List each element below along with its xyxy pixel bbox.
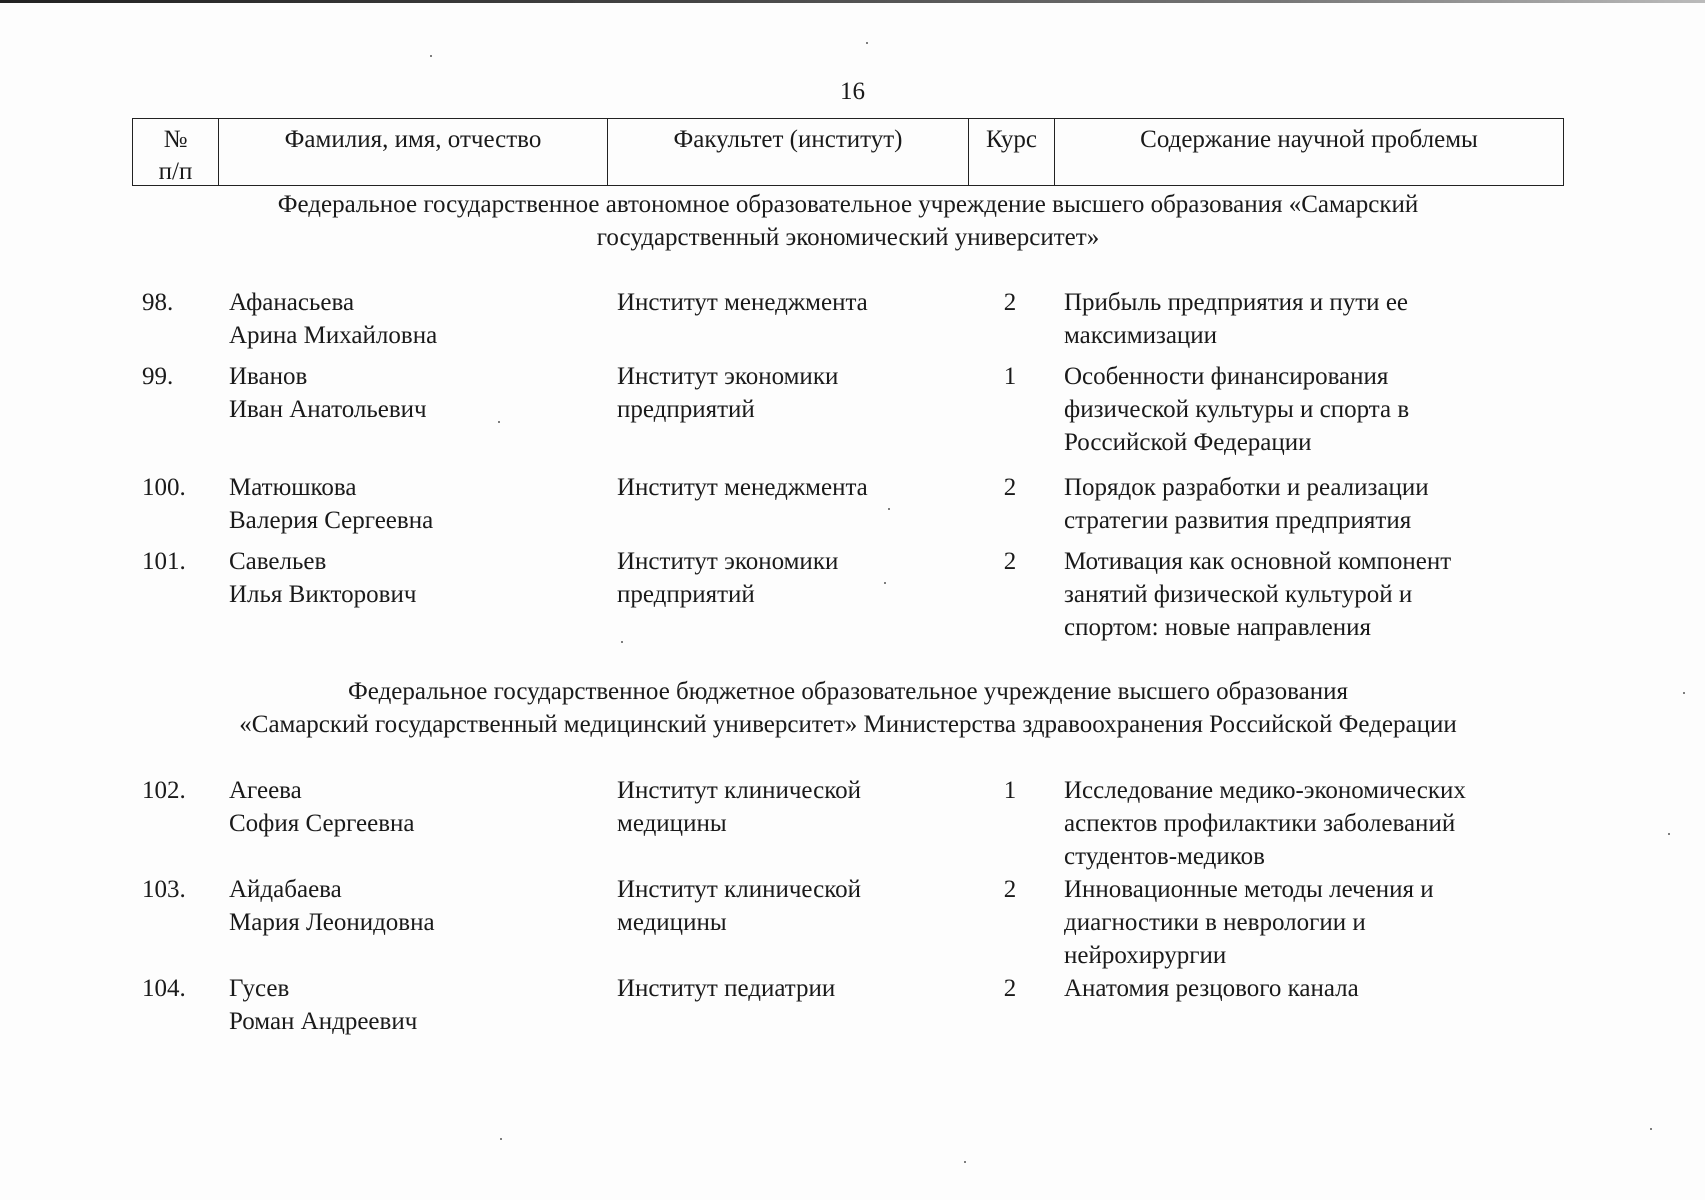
- course: 1: [1003, 777, 1017, 804]
- research-topic-line: Анатомия резцового канала: [1064, 975, 1359, 1002]
- course: 2: [1003, 975, 1017, 1002]
- scan-speck: [1668, 833, 1670, 835]
- research-topic-line: Инновационные методы лечения и: [1064, 876, 1434, 903]
- scan-top-edge: [0, 0, 1705, 3]
- header-num-line: №: [163, 126, 188, 153]
- research-topic-line: Мотивация как основной компонент: [1064, 548, 1452, 575]
- course: 2: [1003, 474, 1017, 501]
- header-topic: Содержание научной проблемы: [1140, 126, 1478, 153]
- research-topic-line: Прибыль предприятия и пути ее: [1064, 289, 1409, 316]
- faculty-line: предприятий: [617, 581, 755, 608]
- row-number: 102.: [142, 777, 186, 804]
- scan-speck: [621, 641, 623, 643]
- student-name-line: Агеева: [229, 777, 302, 804]
- row-number: 99.: [142, 363, 174, 390]
- scan-speck: [964, 1161, 966, 1163]
- course: 2: [1003, 548, 1017, 575]
- research-topic-line: максимизации: [1064, 322, 1218, 349]
- page-number: 16: [840, 78, 865, 105]
- scan-speck: [866, 42, 868, 44]
- course: 2: [1003, 876, 1017, 903]
- header-num: [133, 119, 219, 185]
- student-name-line: Айдабаева: [229, 876, 342, 903]
- row-number: 103.: [142, 876, 186, 903]
- scan-speck: [500, 1138, 502, 1140]
- section-title: [132, 675, 1564, 741]
- header-course: Курс: [969, 119, 1055, 185]
- row-number: 101.: [142, 548, 186, 575]
- student-name-line: Афанасьева: [229, 289, 355, 316]
- row-number: 104.: [142, 975, 186, 1002]
- header-num-line: п/п: [158, 158, 193, 185]
- student-name-line: Валерия Сергеевна: [229, 507, 434, 534]
- research-topic: [1064, 471, 1564, 537]
- research-topic: [1064, 774, 1564, 873]
- research-topic-line: аспектов профилактики заболеваний: [1064, 810, 1456, 837]
- faculty-line: Институт экономики: [617, 548, 839, 575]
- scan-speck: [884, 582, 886, 584]
- student-name-line: Иван Анатольевич: [229, 396, 427, 423]
- research-topic: [1064, 972, 1564, 1005]
- research-topic-line: занятий физической культурой и: [1064, 581, 1413, 608]
- student-name-line: Матюшкова: [229, 474, 357, 501]
- scan-speck: [1650, 1128, 1652, 1130]
- faculty-line: Институт клинической: [617, 777, 862, 804]
- section-title: [132, 188, 1564, 254]
- faculty: [617, 873, 977, 939]
- research-topic-line: Особенности финансирования: [1064, 363, 1389, 390]
- header-name: Фамилия, имя, отчество: [219, 119, 608, 185]
- faculty: [617, 545, 977, 611]
- research-topic-line: спортом: новые направления: [1064, 614, 1372, 641]
- row-number: 100.: [142, 474, 186, 501]
- student-name-line: Арина Михайловна: [229, 322, 438, 349]
- student-name: [229, 360, 609, 426]
- student-name: [229, 774, 609, 840]
- section-title-line: государственный экономический университет»: [596, 224, 1100, 251]
- row-number: 98.: [142, 289, 174, 316]
- research-topic: [1064, 873, 1564, 972]
- research-topic-line: Порядок разработки и реализации: [1064, 474, 1429, 501]
- faculty-line: медицины: [617, 909, 727, 936]
- table-header: [132, 118, 1564, 186]
- student-name: [229, 873, 609, 939]
- research-topic-line: студентов-медиков: [1064, 843, 1265, 870]
- student-name-line: София Сергеевна: [229, 810, 415, 837]
- faculty-line: Институт клинической: [617, 876, 862, 903]
- faculty-line: Институт педиатрии: [617, 975, 836, 1002]
- faculty: [617, 774, 977, 840]
- scan-speck: [430, 55, 432, 57]
- research-topic-line: диагностики в неврологии и: [1064, 909, 1366, 936]
- student-name: [229, 286, 609, 352]
- research-topic-line: Российской Федерации: [1064, 429, 1312, 456]
- faculty-line: медицины: [617, 810, 727, 837]
- student-name-line: Савельев: [229, 548, 327, 575]
- faculty: [617, 286, 977, 319]
- student-name-line: Иванов: [229, 363, 308, 390]
- faculty: [617, 360, 977, 426]
- research-topic: [1064, 545, 1564, 644]
- course: 1: [1003, 363, 1017, 390]
- research-topic-line: стратегии развития предприятия: [1064, 507, 1412, 534]
- student-name-line: Мария Леонидовна: [229, 909, 435, 936]
- research-topic-line: Исследование медико-экономических: [1064, 777, 1466, 804]
- student-name: [229, 972, 609, 1038]
- student-name: [229, 471, 609, 537]
- section-title-line: «Самарский государственный медицинский университет» Министерства здравоохранения Российской Федерации: [239, 711, 1457, 738]
- scan-speck: [1683, 692, 1685, 694]
- faculty-line: Институт экономики: [617, 363, 839, 390]
- student-name-line: Роман Андреевич: [229, 1008, 418, 1035]
- student-name-line: Гусев: [229, 975, 290, 1002]
- student-name: [229, 545, 609, 611]
- student-name-line: Илья Викторович: [229, 581, 417, 608]
- research-topic-line: нейрохирургии: [1064, 942, 1227, 969]
- course: 2: [1003, 289, 1017, 316]
- faculty: [617, 471, 977, 504]
- research-topic: [1064, 286, 1564, 352]
- faculty-line: предприятий: [617, 396, 755, 423]
- research-topic-line: физической культуры и спорта в: [1064, 396, 1410, 423]
- scan-speck: [888, 508, 890, 510]
- faculty-line: Институт менеджмента: [617, 289, 868, 316]
- research-topic: [1064, 360, 1564, 459]
- faculty: [617, 972, 977, 1005]
- faculty-line: Институт менеджмента: [617, 474, 868, 501]
- header-faculty: Факультет (институт): [608, 119, 969, 185]
- scan-speck: [498, 421, 500, 423]
- section-title-line: Федеральное государственное автономное образовательное учреждение высшего образования «Самарский: [277, 191, 1419, 218]
- section-title-line: Федеральное государственное бюджетное образовательное учреждение высшего образования: [348, 678, 1348, 705]
